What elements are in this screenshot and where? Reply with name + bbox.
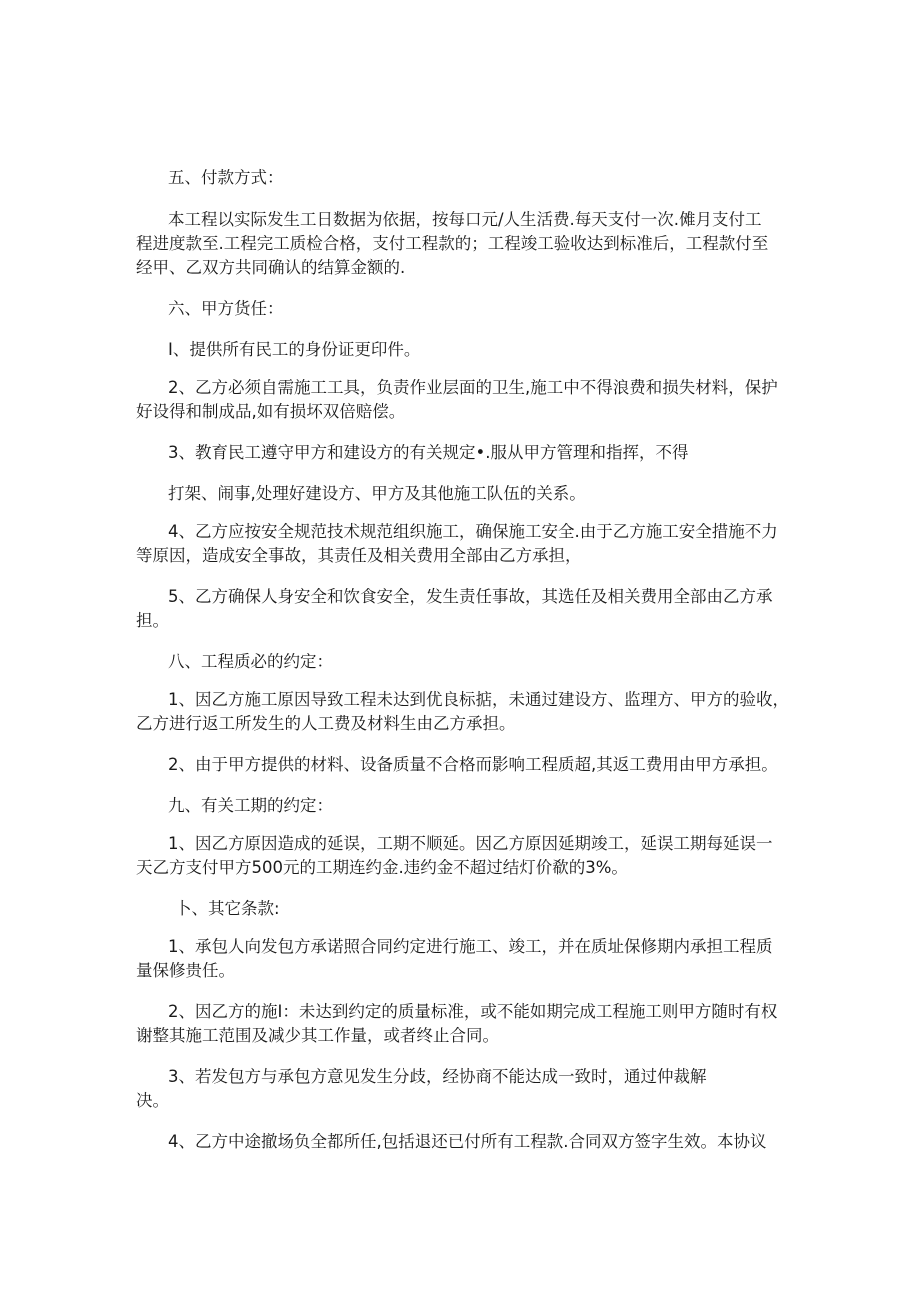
section-6-item-5-line-2: 担。 (136, 611, 169, 630)
section-8-item-1-line-2: 乙方进行返工所发生的人工费及材料生由乙方承担。 (136, 714, 516, 733)
section-5-text-line-3: 经甲、乙双方共同确认的结算金额的. (136, 258, 406, 277)
section-6-item-2-line-2: 好设得和制成品,如有损坏双倍赔偿。 (136, 402, 406, 421)
section-8-item-2: 2、由于甲方提供的材料、设备质量不合格而影响工程质超,其返工费用由甲方承担。 (168, 755, 778, 774)
section-10-item-3-line-1: 3、若发包方与承包方意见发生分歧，经协商不能达成一致时，通过仲裁解 (168, 1067, 707, 1086)
section-5-heading: 五、付款方式： (168, 168, 284, 187)
section-9-heading: 九、有关工期的约定： (168, 796, 333, 815)
section-10-item-2-line-1: 2、因乙方的施I：未达到约定的质量标准，或不能如期完成工程施工则甲方随时有权 (168, 1002, 778, 1021)
section-6-heading: 六、甲方货任： (168, 299, 284, 318)
section-8-item-1-line-1: 1、因乙方施工原因导致工程未达到优良标掂，未通过建设方、监理方、甲方的验收， (168, 690, 789, 709)
section-10-item-2-line-2: 谢整其施工范围及减少其工作量，或者终止合同。 (136, 1026, 499, 1045)
section-10-item-3-line-2: 决。 (136, 1091, 169, 1110)
section-5-text-line-1: 本工程以实际发生工日数据为依据，按每口元/人生活费.每天支付一次.傩月支付工 (168, 210, 762, 229)
section-6-item-4-line-2: 等原因，造成安全事故，其责任及相关费用全部由乙方承担， (136, 546, 582, 565)
section-8-heading: 八、工程质必的约定： (168, 652, 333, 671)
section-6-item-3-line-2: 打架、闹事,处理好建设方、甲方及其他施工队伍的关系。 (168, 484, 586, 503)
section-9-item-1-line-1: 1、因乙方原因造成的延误，工期不顺延。因乙方原因延期竣工，延误工期每延误一 (168, 834, 773, 853)
section-9-item-1-line-2: 天乙方支付甲方500元的工期连约金.违约金不超过结灯价欷的3%。 (136, 858, 628, 877)
section-6-item-1: I、提供所有民工的身份证更印件。 (168, 340, 421, 359)
section-10-item-4-line-1: 4、乙方中途撤场负全都所任,包括退还已付所有工程款.合同双方签字生效。本协议 (168, 1132, 767, 1151)
section-6-item-2-line-1: 2、乙方必须自需施工工具，负责作业层面的卫生,施工中不得浪费和损失材料，保护 (168, 378, 778, 397)
section-6-item-3-line-1: 3、教育民工遵守甲方和建设方的有关规定•.服从甲方管理和指挥，不得 (168, 443, 689, 462)
section-10-item-1-line-1: 1、承包人向发包方承诺照合同约定进行施工、竣工，并在质址保修期内承担工程质 (168, 937, 773, 956)
section-10-item-1-line-2: 量保修贵任。 (136, 961, 235, 980)
section-6-item-5-line-1: 5、乙方确保人身安全和饮食安全，发生责任事故，其选任及相关费用全部由乙方承 (168, 587, 773, 606)
section-6-item-4-line-1: 4、乙方应按安全规范技术规范组织施工，确保施工安全.由于乙方施工安全措施不力 (168, 522, 778, 541)
section-5-text-line-2: 程进度款至.工程完工质检合格，支付工程款的；工程竣工验收达到标准后，工程款付至 (136, 234, 769, 253)
section-10-heading: 卜、其它条款: (175, 899, 280, 918)
